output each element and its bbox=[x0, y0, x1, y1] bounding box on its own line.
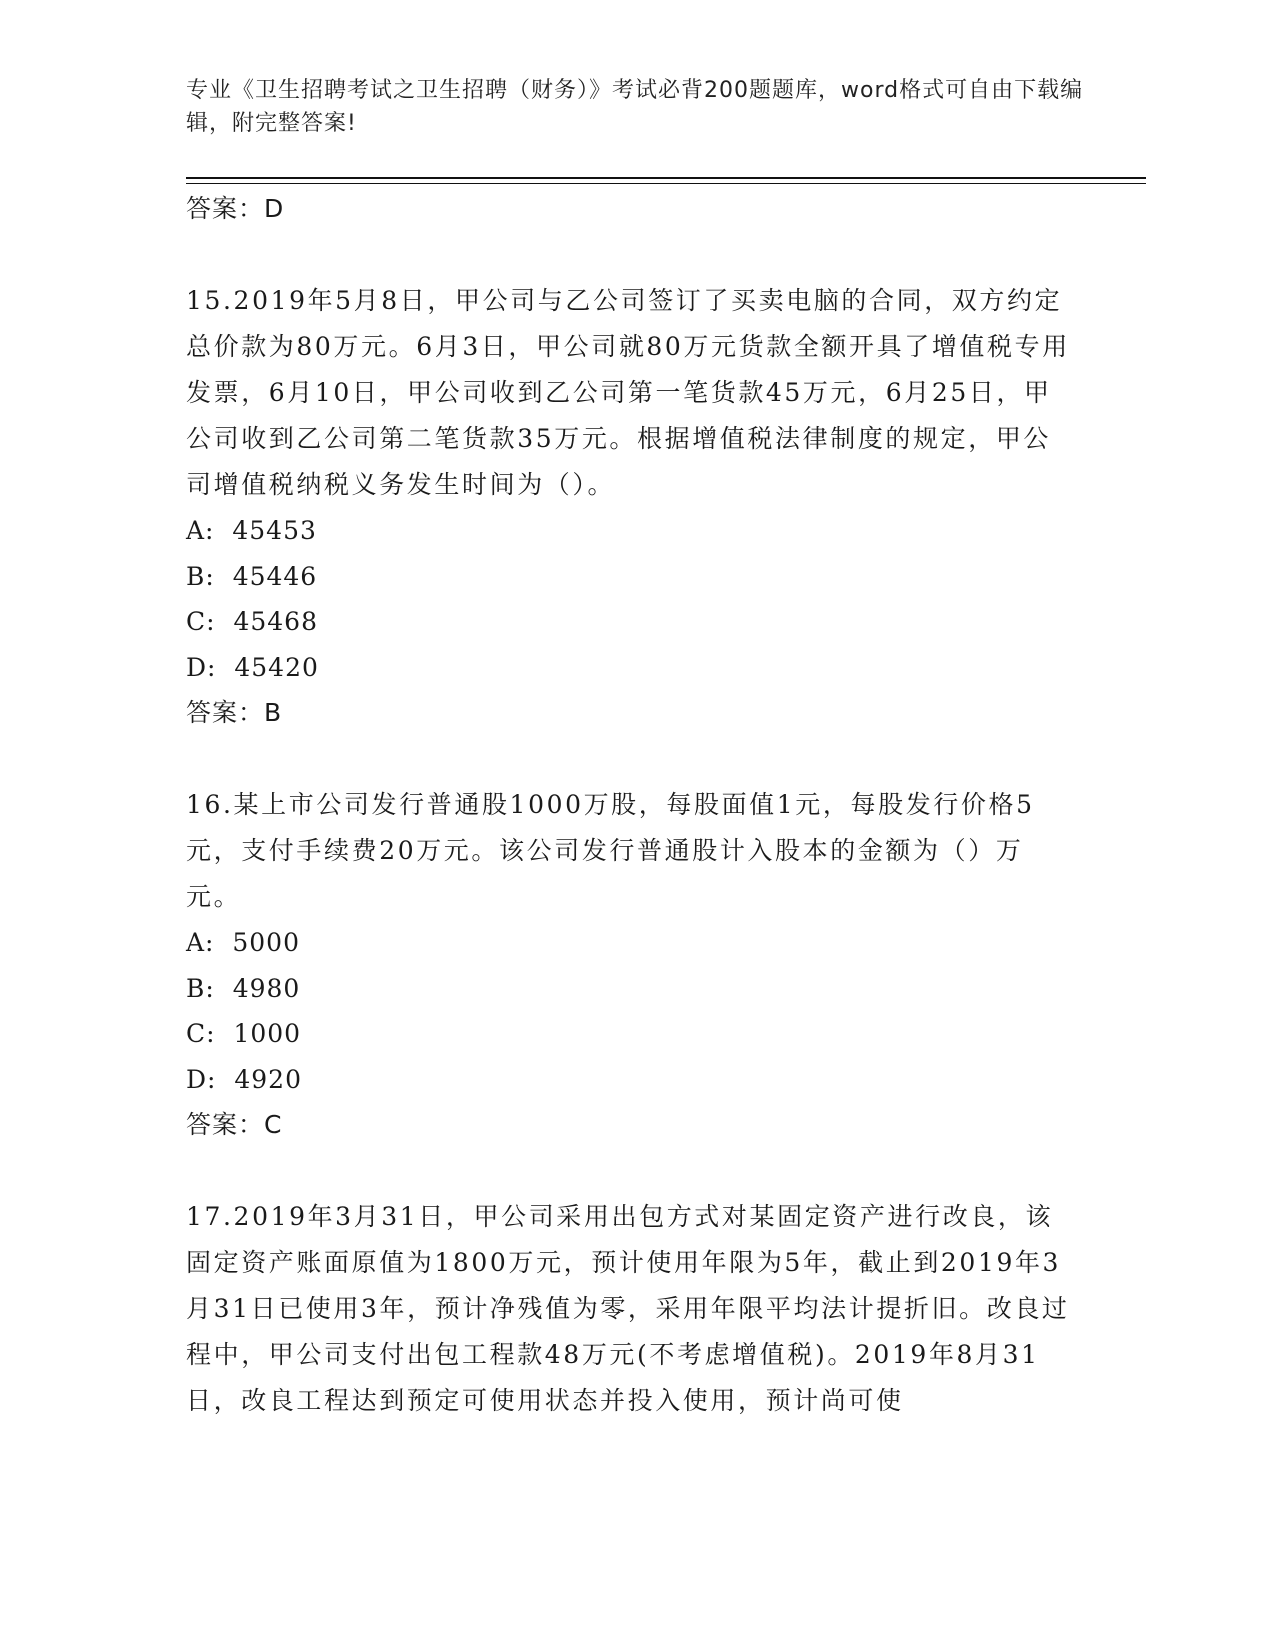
question-16 bbox=[186, 782, 1076, 1148]
option-c: C: 45468 bbox=[186, 607, 318, 636]
option-a: A: 45453 bbox=[186, 516, 317, 545]
option-a: A: 5000 bbox=[186, 928, 300, 957]
header-divider-thick bbox=[186, 177, 1146, 179]
option-c: C: 1000 bbox=[186, 1019, 302, 1048]
option-b: B: 4980 bbox=[186, 973, 301, 1003]
question-15 bbox=[186, 278, 1076, 736]
question-stem: 15.2019年5月8日，甲公司与乙公司签订了买卖电脑的合同，双方约定总价款为80万元。6月3日，甲公司就80万元货款全额开具了增值税专用发票，6月10日，甲公司收到乙公司第一笔货款45万元，6月25日，甲公司收到乙公司第二笔货款35万元。根据增值税法律制度的规定，甲公司增值税纳税义务发生时间为（）。 bbox=[186, 286, 1070, 499]
question-stem: 17.2019年3月31日，甲公司采用出包方式对某固定资产进行改良，该固定资产账面原值为1800万元，预计使用年限为5年，截止到2019年3月31日已使用3年，预计净残值为零，采用年限平均法计提折旧。改良过程中，甲公司支付出包工程款48万元(不考虑增值税)。2019年8月31日，改良工程达到预定可使用状态并投入使用，预计尚可使 bbox=[186, 1202, 1070, 1415]
document-header: 专业《卫生招聘考试之卫生招聘（财务）》考试必背200题题库，word格式可自由下载编辑，附完整答案! bbox=[186, 78, 1084, 136]
answer-line: 答案：C bbox=[186, 1110, 283, 1139]
option-b: B: 45446 bbox=[186, 561, 318, 591]
answer-line: 答案：B bbox=[186, 698, 283, 727]
option-d: D: 45420 bbox=[186, 652, 319, 682]
question-stem: 16.某上市公司发行普通股1000万股，每股面值1元，每股发行价格5元，支付手续费20万元。该公司发行普通股计入股本的金额为（）万元。 bbox=[186, 790, 1035, 911]
option-d: D: 4920 bbox=[186, 1064, 302, 1094]
question-17 bbox=[186, 1194, 1076, 1424]
header-divider-thin bbox=[186, 183, 1146, 184]
document-body bbox=[186, 186, 1076, 1424]
answer-line-14: 答案：D bbox=[186, 194, 285, 223]
